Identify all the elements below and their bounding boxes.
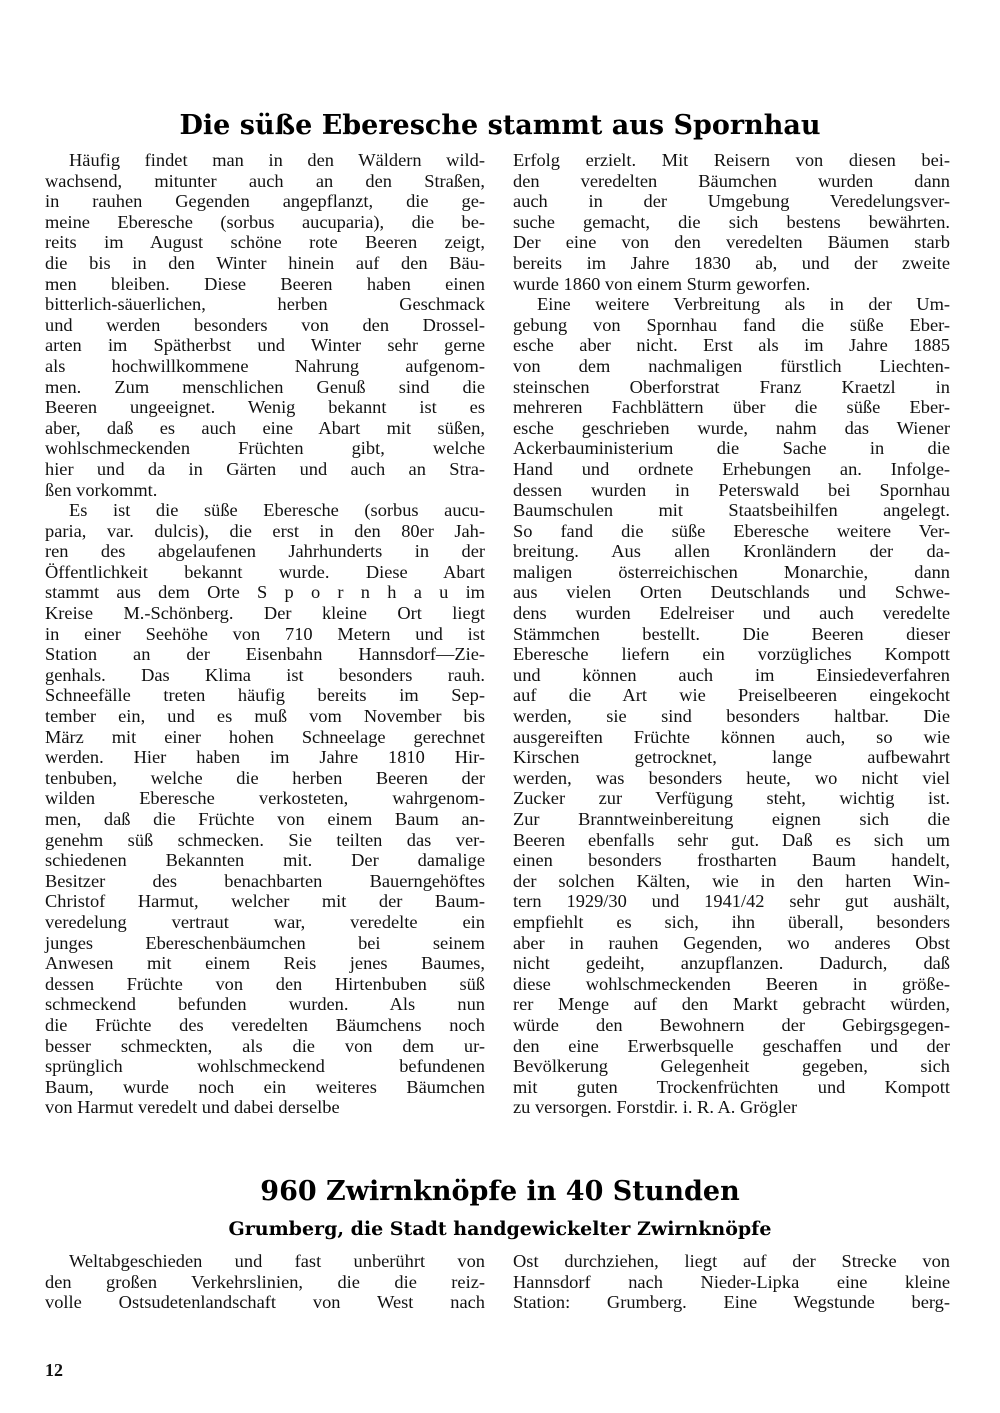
text-line: suche gemacht, die sich bestens bewährten. [513,211,950,232]
text-line: Anwesen mit einem Reis jenes Baumes, [45,953,485,974]
text-line: den veredelten Bäumchen wurden dann [513,170,950,191]
text-line: arten im Spätherbst und Winter sehr gerne [45,335,485,356]
text-line: den großen Verkehrslinien, die die reiz- [45,1271,485,1292]
article1-left-column [45,150,485,1118]
text-line: Der eine von den veredelten Bäumen starb [513,232,950,253]
text-line: würde den Bewohnern der Gebirgsgegen- [513,1014,950,1035]
text-line: Station an der Eisenbahn Hannsdorf—Zie- [45,644,485,665]
article-title: Die süße Eberesche stammt aus Spornhau [179,110,821,141]
text-line: men, daß die Früchte von einem Baum an- [45,809,485,829]
text-line: junges Ebereschenbäumchen bei seinem [45,932,485,953]
text-line: gebung von Spornhau fand die süße Eber- [513,314,950,335]
text-line: Eberesche liefern ein vorzügliches Kompott [513,644,950,665]
text-line: Kreise M.-Schönberg. Der kleine Ort liegt [45,603,485,624]
text-line: wohlschmeckenden Früchten gibt, welche [45,438,485,459]
article2-subtitle: Grumberg, die Stadt handgewickelter Zwirnknöpfe [228,1218,772,1240]
text-line: rer Menge auf den Markt gebracht würden, [513,994,950,1015]
text-line: ren des abgelaufenen Jahrhunderts in der [45,541,485,562]
text-line: von Harmut veredelt und dabei derselbe [45,1097,340,1118]
text-line: Öffentlichkeit bekannt wurde. Diese Abart [45,561,485,582]
text-line: veredelung vertraut war, veredelte ein [45,911,485,932]
page-number: 12 [45,1360,63,1380]
text-line: auch in der Umgebung Veredelungsver- [513,191,950,212]
text-line: als hochwillkommene Nahrung aufgenom- [45,355,485,376]
article2-right-column [513,1251,950,1313]
text-line: Zur Branntweinbereitung eignen sich die [513,809,950,829]
text-line: hier und da in Gärten und auch an Stra- [45,458,485,479]
text-line: Eine weitere Verbreitung als in der Um- [537,294,950,315]
text-line: dens wurden Edelreiser und auch veredelte [513,603,950,624]
text-line: Weltabgeschieden und fast unberührt von [69,1251,485,1271]
text-line: Baum, wurde noch ein weiteres Bäumchen [45,1076,485,1097]
text-line: zu versorgen. Forstdir. i. R. A. Grögler [513,1097,798,1118]
text-line: dessen Früchte von den Hirtenbuben süß [45,973,485,994]
text-line: aus vielen Orten Deutschlands und Schwe- [513,582,950,603]
text-line: schiedenen Bekannten mit. Der damalige [45,850,485,871]
text-line: und können auch im Einsiedeverfahren [513,664,950,685]
text-line: mit guten Trockenfrüchten und Kompott [513,1076,950,1097]
text-line: men. Zum menschlichen Genuß sind die [45,376,485,397]
text-line: reits im August schöne rote Beeren zeigt, [45,232,485,253]
text-line: dessen wurden in Peterswald bei Spornhau [513,479,950,500]
text-line: maligen österreichischen Monarchie, dann [513,561,950,582]
text-line: Es ist die süße Eberesche (sorbus aucu- [69,500,485,521]
text-line: volle Ostsudetenlandschaft von West nach [45,1292,485,1313]
article2-left-column [45,1251,485,1313]
text-line: Erfolg erzielt. Mit Reisern von diesen bei- [513,150,950,170]
text-line: ßen vorkommt. [45,479,158,500]
text-line: ausgereiften Früchte können auch, so wie [513,726,950,747]
text-line: aber, daß es auch eine Abart mit süßen, [45,417,485,438]
text-line: werden, sie sind besonders haltbar. Die [513,706,950,727]
text-line: Ost durchziehen, liegt auf der Strecke von [513,1251,950,1271]
text-line: werden. Hier haben im Jahre 1810 Hir- [45,747,485,768]
text-line: So fand die süße Eberesche weitere Ver- [513,520,950,541]
text-line: Stämmchen bestellt. Die Beeren dieser [513,623,950,644]
text-line: der solchen Kälten, wie in den harten Win- [513,870,950,891]
text-line: werden, was besonders heute, wo nicht viel [513,767,950,788]
text-line: besser schmeckten, als die von dem ur- [45,1035,485,1056]
text-line: tenbuben, welche die herben Beeren der [45,767,485,788]
text-line: stammt aus dem Orte S p o r n h a u im [45,582,485,603]
text-line: men bleiben. Diese Beeren haben einen [45,273,485,294]
text-line: Baumschulen mit Staatsbeihilfen angelegt. [513,500,950,521]
text-line: schmeckend befunden wurden. Als nun [45,994,485,1015]
text-line: Häufig findet man in den Wäldern wild- [69,150,485,170]
text-line: einen besonders frostharten Baum handelt, [513,850,950,871]
text-line: von dem nachmaligen fürstlich Liechten- [513,355,950,376]
text-line: aber in rauhen Gegenden, wo anderes Obst [513,932,950,953]
article2-title: 960 Zwirnknöpfe in 40 Stunden [260,1176,740,1207]
text-line: wurde 1860 von einem Sturm geworfen. [513,273,811,294]
text-line: paria, var. dulcis), die erst in den 80er Jah- [45,520,485,541]
text-line: bereits im Jahre 1830 ab, und der zweite [513,252,950,273]
text-line: empfiehlt es sich, ihn überall, besonders [513,911,950,932]
text-line: wachsend, mitunter auch an den Straßen, [45,170,485,191]
article1-right-column [513,150,950,1118]
text-line: nicht gedeiht, anzupflanzen. Dadurch, daß [513,953,950,974]
text-line: März mit einer hohen Schneelage gerechnet [45,726,485,747]
text-line: den eine Erwerbsquelle geschaffen und der [513,1035,950,1056]
text-line: tember ein, und es muß vom November bis [45,706,485,727]
text-line: tern 1929/30 und 1941/42 sehr gut aushält, [513,891,950,912]
text-line: diese wohlschmeckenden Beeren in größe- [513,973,950,994]
text-line: in rauhen Gegenden angepflanzt, die ge- [45,191,485,212]
text-line: mehreren Fachblättern über die süße Eber- [513,397,950,418]
text-line: Beeren ebenfalls sehr gut. Daß es sich um [513,829,950,850]
text-line: Zucker zur Verfügung steht, wichtig ist. [513,788,950,809]
text-line: wilden Eberesche verkosteten, wahrgenom- [45,788,485,809]
text-line: in einer Seehöhe von 710 Metern und ist [45,623,485,644]
text-line: sprünglich wohlschmeckend befundenen [45,1056,485,1077]
text-line: auf die Art wie Preiselbeeren eingekocht [513,685,950,706]
text-line: steinschen Oberforstrat Franz Kraetzl in [513,376,950,397]
text-line: Christof Harmut, welcher mit der Baum- [45,891,485,912]
text-line: Kirschen getrocknet, lange aufbewahrt [513,747,950,768]
text-line: Hannsdorf nach Nieder-Lipka eine kleine [513,1271,950,1292]
text-line: esche geschrieben wurde, nahm das Wiener [513,417,950,438]
text-line: und werden besonders von den Drossel- [45,314,485,335]
text-line: esche aber nicht. Erst als im Jahre 1885 [513,335,950,356]
text-line: Station: Grumberg. Eine Wegstunde berg- [513,1292,950,1313]
text-line: Schneefälle treten häufig bereits im Sep- [45,685,485,706]
text-line: Hand und ordnete Erhebungen an. Infolge- [513,458,950,479]
text-line: Besitzer des benachbarten Bauerngehöftes [45,870,485,891]
text-line: breitung. Aus allen Kronländern der da- [513,541,950,562]
text-line: Ackerbauministerium die Sache in die [513,438,950,459]
text-line: Bevölkerung Gelegenheit gegeben, sich [513,1056,950,1077]
text-line: die bis in den Winter hinein auf den Bäu- [45,252,485,273]
text-line: bitterlich-säuerlichen, herben Geschmack [45,294,485,315]
text-line: Beeren ungeeignet. Wenig bekannt ist es [45,397,485,418]
text-line: meine Eberesche (sorbus aucuparia), die be- [45,211,485,232]
text-line: genhals. Das Klima ist besonders rauh. [45,664,485,685]
text-line: die Früchte des veredelten Bäumchens noch [45,1014,485,1035]
text-line: genehm süß schmecken. Sie teilten das ver- [45,829,485,850]
